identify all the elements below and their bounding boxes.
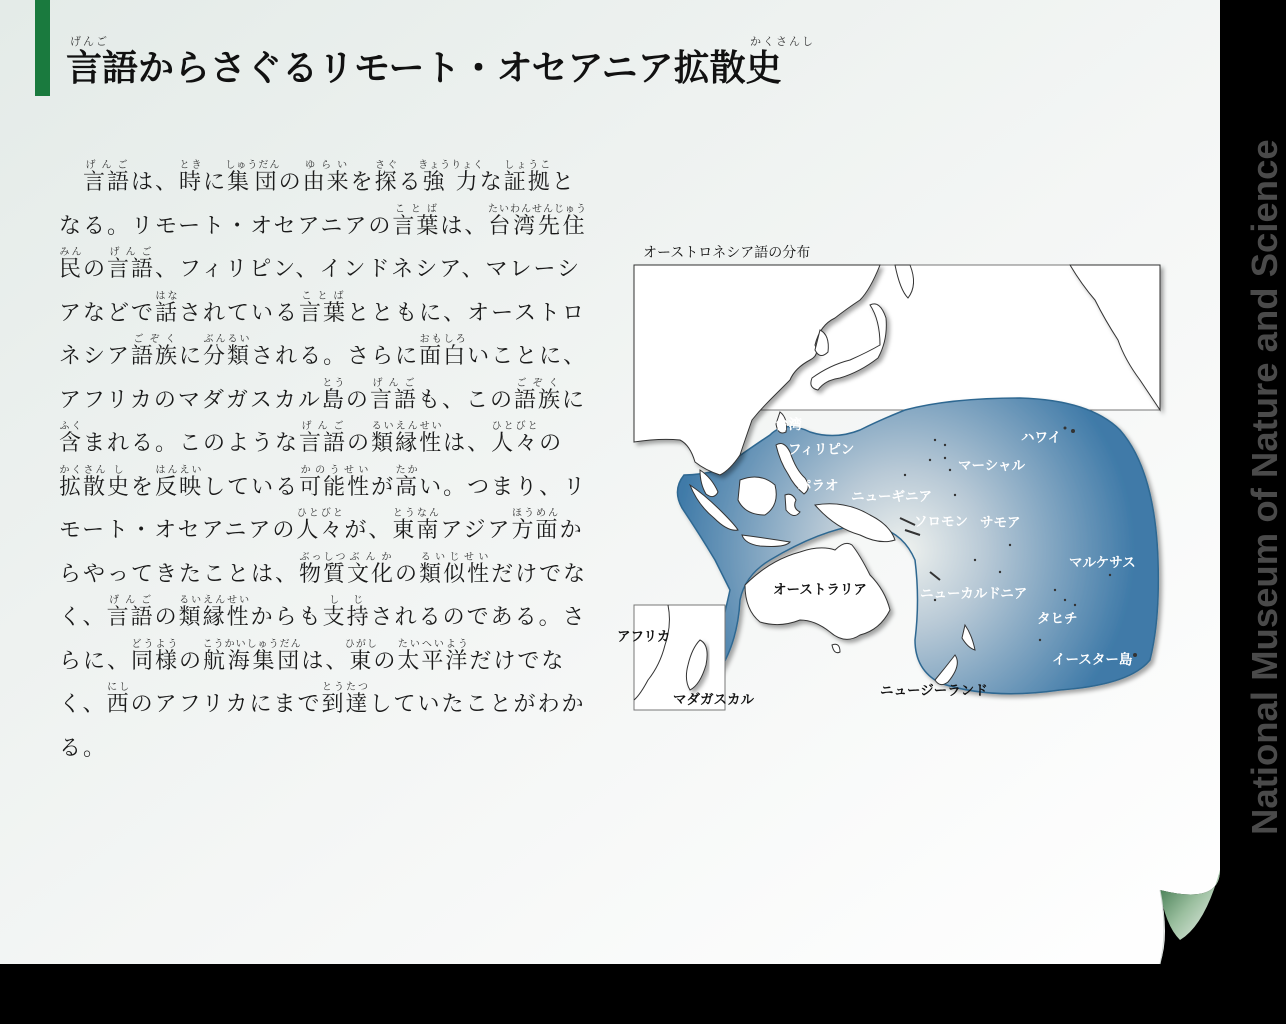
body-ruby-reading: ふく [59, 421, 84, 432]
body-ruby-reading: ひとびと [491, 421, 540, 432]
title-accent-bar [35, 0, 50, 96]
body-text-segment: の [278, 170, 303, 195]
label-philippines: フィリピン [788, 442, 855, 458]
body-text-segment: る [398, 170, 423, 195]
label-new-caledonia: ニューカルドニア [920, 586, 1028, 602]
body-text-segment: だけでなく、 [59, 561, 588, 630]
body-text-segment: とともに、オーストロネシア [59, 300, 586, 369]
body-text-segment: は、 [440, 213, 489, 239]
body-text-segment: は、 [443, 431, 492, 456]
body-ruby-word: 言語げんご [369, 377, 418, 413]
body-text-segment: アジア [440, 518, 512, 543]
label-marshall: マーシャル [958, 458, 1025, 474]
body-text-segment: の [179, 648, 204, 674]
label-hawaii: ハワイ [1021, 430, 1062, 446]
body-ruby-reading: とき [179, 160, 204, 171]
body-text-segment: いことに、アフリカのマダガスカル [59, 344, 588, 413]
body-text-segment [59, 170, 83, 195]
body-paragraph [59, 160, 589, 770]
body-text-segment: される。さらに [251, 344, 420, 369]
body-ruby-word: 由来ゆらい [302, 160, 351, 195]
body-ruby-word: 人々ひとびと [296, 508, 345, 543]
body-ruby-word: 方面ほうめん [511, 508, 560, 543]
body-ruby-reading: ぶんか [347, 551, 396, 563]
body-text-segment: の [347, 431, 372, 456]
body-ruby-reading: げんご [369, 377, 418, 389]
label-samoa: サモア [980, 515, 1021, 531]
body-text-segment: まれる。このような [83, 431, 300, 456]
body-ruby-word: 島とう [321, 377, 346, 413]
body-ruby-word: 語族ごぞく [513, 377, 562, 413]
label-palau: パラオ [798, 478, 839, 494]
body-text-segment: だけでなく、 [59, 648, 566, 717]
body-ruby-word: 東ひがし [344, 638, 378, 674]
body-text-segment: な [479, 170, 504, 195]
body-text-segment: の [83, 257, 108, 282]
body-ruby-reading: しょうこ [503, 160, 552, 171]
body-ruby-reading: るいえんせい [178, 595, 251, 606]
body-ruby-word: 拡散かくさん [59, 464, 108, 500]
body-ruby-reading: さぐ [374, 160, 399, 171]
museum-name-vertical: National Museum of Nature and Science [1244, 139, 1285, 835]
label-solomon: ソロモン [914, 514, 968, 530]
body-ruby-word: 言語げんご [107, 247, 156, 282]
body-ruby-reading: ことば [299, 290, 348, 302]
body-ruby-word: 反映はんえい [155, 464, 204, 500]
label-taiwan: 台湾 [775, 417, 802, 433]
label-tahiti: タヒチ [1037, 611, 1078, 627]
body-ruby-reading: ひがし [344, 638, 378, 650]
body-ruby-word: 可能性かのうせい [299, 464, 372, 500]
body-text-segment: からやってきたことは、 [59, 518, 584, 587]
body-ruby-word: 台湾先住民たいわんせんじゅうみん [59, 203, 588, 282]
body-ruby-reading: げんご [299, 421, 348, 432]
body-ruby-word: 類縁性るいえんせい [178, 595, 251, 630]
body-text-segment: が [371, 474, 396, 500]
title-ruby-kakusanshi: かくさんし [750, 35, 815, 48]
body-ruby-word: 言語げんご [83, 160, 132, 195]
body-text-segment: に [203, 170, 228, 195]
body-ruby-word: 物質ぶっしつ [299, 551, 348, 587]
body-ruby-word: 言語げんご [106, 595, 155, 630]
body-ruby-reading: ごぞく [513, 377, 562, 389]
body-ruby-word: 探さぐ [374, 160, 399, 195]
body-ruby-reading: ほうめん [511, 508, 560, 519]
body-ruby-word: 面白おもしろ [419, 334, 468, 369]
body-text-segment: に [179, 344, 204, 369]
label-australia: オーストラリア [773, 582, 867, 598]
body-ruby-word: 言語げんご [299, 421, 348, 456]
body-text-segment: の [395, 561, 420, 587]
body-ruby-reading: とう [321, 377, 346, 389]
body-ruby-reading: ぶっしつ [299, 551, 348, 563]
body-text-segment: されるのである。さらに、 [59, 605, 587, 674]
map-caption: オーストロネシア語の分布 [643, 245, 811, 261]
body-ruby-word: 到達とうたつ [321, 682, 370, 717]
body-ruby-word: 語族ごぞく [131, 334, 180, 369]
body-text-segment: も、この [417, 387, 514, 413]
body-text-segment: されている [179, 300, 300, 326]
label-new-guinea: ニューギニア [851, 489, 932, 505]
body-text-segment: を [131, 474, 156, 500]
body-ruby-word: 証拠しょうこ [503, 160, 552, 195]
body-ruby-word: 集団しゅうだん [225, 160, 281, 195]
body-text-segment: の [345, 387, 370, 413]
body-ruby-reading: かくさん [59, 464, 108, 476]
page-title: 言語からさぐるリモート・オセアニア拡散史 [66, 48, 782, 89]
body-ruby-word: 強力きょうりょく [418, 160, 485, 195]
label-marquesas: マルケサス [1069, 555, 1136, 571]
body-ruby-reading: るいじせい [419, 551, 492, 563]
body-ruby-reading: しじ [322, 595, 371, 606]
body-ruby-word: 話はな [155, 290, 180, 326]
body-text-segment: の [539, 431, 564, 456]
label-madagascar: マダガスカル [673, 692, 754, 708]
body-ruby-word: 支持しじ [322, 595, 371, 630]
body-ruby-word: 高たか [395, 464, 420, 500]
body-text-segment: している [203, 474, 300, 500]
body-ruby-reading: ことば [392, 203, 441, 215]
body-ruby-reading: はな [155, 290, 180, 302]
body-ruby-word: 人々ひとびと [491, 421, 540, 456]
body-ruby-reading: ゆらい [302, 160, 351, 171]
body-text-segment: に [561, 387, 586, 413]
body-ruby-reading: たいわんせんじゅうみん [59, 203, 588, 258]
body-ruby-word: 類縁性るいえんせい [371, 421, 444, 456]
body-ruby-reading: かのうせい [299, 464, 372, 476]
body-ruby-reading: げんご [107, 247, 156, 258]
body-ruby-word: 言葉ことば [392, 203, 441, 239]
label-easter-island: イースター島 [1052, 652, 1133, 668]
body-text-segment: を [350, 170, 375, 195]
label-new-zealand: ニュージーランド [880, 683, 988, 699]
body-ruby-reading: げんご [83, 160, 132, 171]
label-africa: アフリカ [617, 629, 671, 645]
body-ruby-reading: きょうりょく [418, 160, 485, 171]
body-ruby-word: 言葉ことば [299, 290, 348, 326]
body-ruby-reading: げんご [106, 595, 155, 606]
body-ruby-reading: とうたつ [321, 682, 370, 693]
body-text-segment: の [154, 605, 179, 630]
body-ruby-reading: たいへいよう [397, 638, 470, 650]
body-ruby-word: 西にし [106, 682, 131, 717]
body-ruby-word: 類似性るいじせい [419, 551, 492, 587]
body-text-segment: となる。リモート・オセアニアの [59, 170, 576, 239]
body-ruby-reading: こうかいしゅうだん [202, 638, 302, 650]
body-ruby-word: 同様どうよう [131, 638, 180, 674]
body-ruby-reading: ごぞく [131, 334, 180, 345]
body-text-segment: していたことがわかる。 [59, 692, 586, 761]
body-ruby-reading: おもしろ [419, 334, 468, 345]
body-ruby-reading: たか [395, 464, 420, 476]
body-ruby-reading: ぶんるい [203, 334, 252, 345]
body-ruby-reading: しゅうだん [225, 160, 281, 171]
body-ruby-word: 史し [107, 464, 132, 500]
body-ruby-word: 航海集団こうかいしゅうだん [202, 638, 302, 674]
body-ruby-word: 含ふく [59, 421, 84, 456]
body-ruby-word: 太平洋たいへいよう [397, 638, 470, 674]
body-ruby-word: 分類ぶんるい [203, 334, 252, 369]
title-ruby-gengo: げんご [70, 35, 109, 48]
body-ruby-reading: ひとびと [296, 508, 345, 519]
body-ruby-word: 時とき [179, 160, 204, 195]
body-ruby-reading: とうなん [392, 508, 441, 519]
body-text-segment: い。つまり、リモート・オセアニアの [59, 474, 588, 543]
body-text-segment: のアフリカにまで [130, 692, 322, 717]
body-ruby-reading: し [107, 464, 132, 476]
body-text-segment: は、 [131, 170, 180, 195]
body-ruby-reading: るいえんせい [371, 421, 444, 432]
body-ruby-word: 文化ぶんか [347, 551, 396, 587]
body-text-segment: 、フィリピン、インドネシア、マレーシアなどで [59, 257, 582, 326]
body-text-segment: からも [250, 605, 323, 630]
body-ruby-reading: どうよう [131, 638, 180, 650]
body-text-segment: は、 [301, 648, 350, 674]
body-ruby-reading: にし [106, 682, 131, 693]
body-text-segment: の [373, 648, 398, 674]
body-ruby-word: 東南とうなん [392, 508, 441, 543]
body-ruby-reading: はんえい [155, 464, 204, 476]
body-text-segment: が、 [344, 518, 393, 543]
